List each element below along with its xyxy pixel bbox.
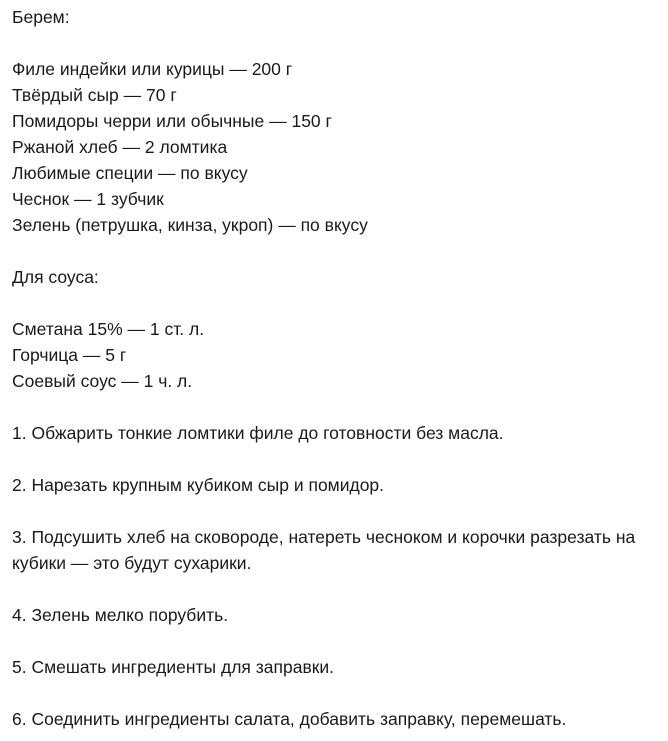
spacer <box>12 446 662 472</box>
steps-list <box>12 420 662 732</box>
spacer <box>12 576 662 602</box>
sauce-ingredient-item: Сметана 15% — 1 ст. л. <box>12 319 205 339</box>
ingredient-item: Зелень (петрушка, кинза, укроп) — по вкусу <box>12 215 368 235</box>
step-item: 1. Обжарить тонкие ломтики филе до готовности без масла. <box>12 423 504 443</box>
ingredient-item: Чеснок — 1 зубчик <box>12 189 164 209</box>
sauce-ingredient-item: Горчица — 5 г <box>12 345 127 365</box>
spacer <box>12 238 662 264</box>
ingredients-list <box>12 56 662 238</box>
ingredient-item: Филе индейки или курицы — 200 г <box>12 59 293 79</box>
sauce-ingredients-list <box>12 316 662 394</box>
spacer <box>12 498 662 524</box>
step-item: 5. Смешать ингредиенты для заправки. <box>12 657 335 677</box>
recipe-document <box>12 4 662 732</box>
ingredient-item: Ржаной хлеб — 2 ломтика <box>12 137 228 157</box>
ingredient-item: Любимые специи — по вкусу <box>12 163 248 183</box>
step-item: 4. Зелень мелко порубить. <box>12 605 229 625</box>
step-item: 3. Подсушить хлеб на сковороде, натереть чесноком и корочки разрезать на кубики — это будут сухарики. <box>12 527 636 573</box>
sauce-ingredient-item: Соевый соус — 1 ч. л. <box>12 371 193 391</box>
sauce-heading: Для соуса: <box>12 267 99 287</box>
step-item: 6. Соединить ингредиенты салата, добавить заправку, перемешать. <box>12 709 567 729</box>
intro-text: Берем: <box>12 7 70 27</box>
spacer <box>12 628 662 654</box>
step-item: 2. Нарезать крупным кубиком сыр и помидор. <box>12 475 385 495</box>
spacer <box>12 680 662 706</box>
ingredient-item: Помидоры черри или обычные — 150 г <box>12 111 332 131</box>
spacer <box>12 394 662 420</box>
ingredient-item: Твёрдый сыр — 70 г <box>12 85 177 105</box>
spacer <box>12 290 662 316</box>
spacer <box>12 30 662 56</box>
